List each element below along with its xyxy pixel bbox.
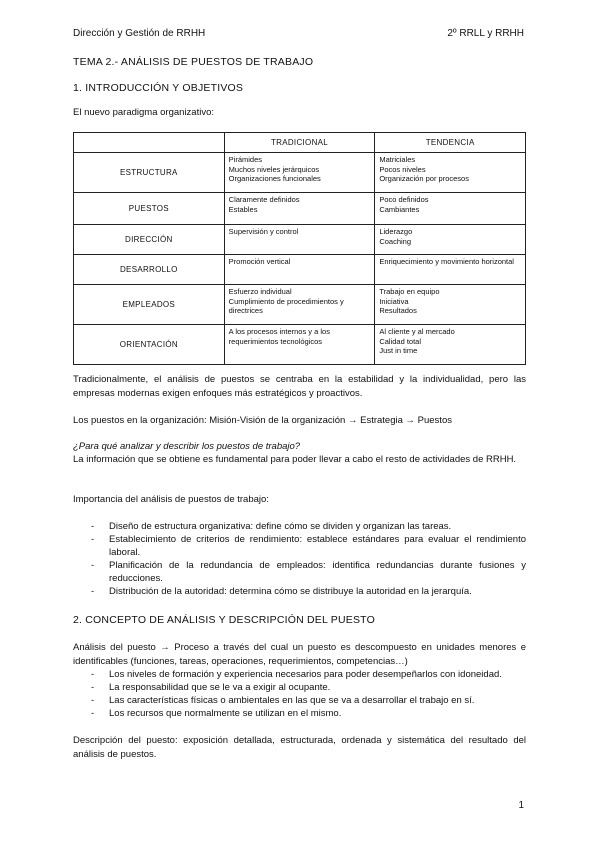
header-right: 2º RRLL y RRHH	[447, 28, 524, 39]
cell-line: Muchos niveles jerárquicos	[228, 164, 320, 174]
cell-tradicional	[224, 325, 375, 365]
cell-line: Supervisión y control	[228, 227, 299, 236]
row-label-puestos: PUESTOS	[74, 193, 225, 225]
table-corner-cell	[74, 133, 225, 153]
cell-tradicional	[224, 255, 375, 285]
cell-line: Organizaciones funcionales	[228, 174, 321, 183]
cell-tendencia	[375, 193, 526, 225]
cell-line: A los procesos internos y a los requerimientos tecnológicos	[228, 327, 330, 346]
cell-line: Liderazgo	[379, 227, 413, 236]
importance-title: Importancia del análisis de puestos de trabajo:	[73, 494, 269, 505]
cell-line: Pocos niveles	[379, 164, 426, 174]
cell-line: Matriciales	[379, 155, 416, 164]
list-item: - Los recursos que normalmente se utilizan en el mismo.	[91, 707, 526, 720]
cell-line: Poco definidos	[379, 195, 429, 204]
table-row	[74, 285, 526, 325]
cell-tendencia	[375, 255, 526, 285]
cell-tendencia	[375, 153, 526, 193]
cell-line: Resultados	[379, 306, 417, 315]
topic-title: TEMA 2.- ANÁLISIS DE PUESTOS DE TRABAJO	[73, 56, 314, 68]
table-header-row	[74, 133, 526, 153]
cell-line: Claramente definidos	[228, 195, 300, 204]
list-item: - Los niveles de formación y experiencia necesarios para poder desempeñarlos con idoneidad.	[91, 668, 526, 681]
analysis-list	[91, 668, 526, 720]
cell-line: Cumplimiento de procedimientos y directrices	[228, 296, 344, 315]
cell-tradicional	[224, 225, 375, 255]
row-label-direccion: DIRECCIÓN	[74, 225, 225, 255]
col-header-tendencia: TENDENCIA	[375, 133, 526, 153]
paragraph-informacion: La información que se obtiene es fundamental para poder llevar a cabo el resto de actividades de RRHH.	[73, 454, 517, 465]
cell-line: Al cliente y al mercado	[379, 327, 455, 336]
paragraph-mision-vision: Los puestos en la organización: Misión-Visión de la organización → Estrategia → Puestos	[73, 415, 452, 426]
description-paragraph: Descripción del puesto: exposición detallada, estructurada, ordenada y sistemática del resultado del análisis de puestos.	[73, 735, 526, 760]
cell-tradicional	[224, 285, 375, 325]
list-item: - Establecimiento de criterios de rendimiento: establece estándares para evaluar el rendimiento laboral.	[91, 533, 526, 559]
cell-line: Calidad total	[379, 336, 422, 346]
cell-line: Just in time	[379, 346, 418, 355]
cell-line: Cambiantes	[379, 204, 420, 214]
cell-line: Promoción vertical	[228, 257, 291, 266]
cell-line: Coaching	[379, 236, 412, 246]
table-row	[74, 325, 526, 365]
list-item: - Distribución de la autoridad: determina cómo se distribuye la autoridad en la jerarquía.	[91, 585, 526, 598]
list-item: - Diseño de estructura organizativa: define cómo se dividen y organizan las tareas.	[91, 520, 526, 533]
cell-tendencia	[375, 285, 526, 325]
row-label-estructura: ESTRUCTURA	[74, 153, 225, 193]
question-heading: ¿Para qué analizar y describir los puestos de trabajo?	[73, 441, 301, 452]
cell-line: Estables	[228, 204, 258, 214]
cell-line: Pirámides	[228, 155, 263, 164]
analysis-intro: Análisis del puesto → Proceso a través del cual un puesto es descompuesto en unidades menores e identificables (funciones, tareas, operaciones, requerimientos, competencias…)	[73, 642, 526, 667]
list-item: - Planificación de la redundancia de empleados: identifica redundancias durante fusiones y reducciones.	[91, 559, 526, 585]
cell-tendencia	[375, 225, 526, 255]
page-number: 1	[518, 800, 524, 811]
cell-line: Iniciativa	[379, 296, 409, 306]
header-left: Dirección y Gestión de RRHH	[73, 28, 206, 39]
cell-line: Enriquecimiento y movimiento horizontal	[379, 257, 514, 266]
section1-intro: El nuevo paradigma organizativo:	[73, 107, 215, 118]
cell-line: Esfuerzo individual	[228, 287, 292, 296]
col-header-tradicional: TRADICIONAL	[224, 133, 375, 153]
cell-line: Organización por procesos	[379, 174, 469, 183]
cell-line: Trabajo en equipo	[379, 287, 440, 296]
section2-title: 2. CONCEPTO DE ANÁLISIS Y DESCRIPCIÓN DEL PUESTO	[73, 614, 375, 626]
paragraph-tradicionalmente: Tradicionalmente, el análisis de puestos se centraba en la estabilidad y la individualidad, pero las empresas modernas exigen enfoques más estratégicos y proactivos.	[73, 374, 526, 399]
list-item: - La responsabilidad que se le va a exigir al ocupante.	[91, 681, 526, 694]
importance-list	[91, 520, 526, 598]
list-item: - Las características físicas o ambientales en las que se va a desarrollar el trabajo en sí.	[91, 694, 526, 707]
row-label-empleados: EMPLEADOS	[74, 285, 225, 325]
table-row	[74, 225, 526, 255]
table-row	[74, 193, 526, 225]
cell-tradicional	[224, 153, 375, 193]
row-label-orientacion: ORIENTACIÓN	[74, 325, 225, 365]
table-row	[74, 255, 526, 285]
cell-tradicional	[224, 193, 375, 225]
section1-title: 1. INTRODUCCIÓN Y OBJETIVOS	[73, 82, 244, 94]
row-label-desarrollo: DESARROLLO	[74, 255, 225, 285]
table-row	[74, 153, 526, 193]
cell-tendencia	[375, 325, 526, 365]
paradigm-table	[73, 132, 526, 365]
